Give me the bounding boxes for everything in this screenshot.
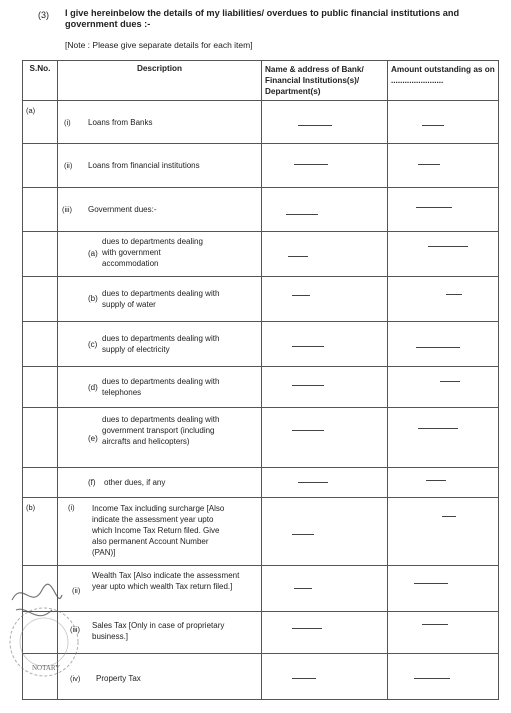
table-row <box>23 566 499 612</box>
blank-dash <box>414 583 448 584</box>
row-sno <box>23 232 57 237</box>
row-alpha: (f) <box>88 478 96 487</box>
row-alpha: (a) <box>88 249 98 258</box>
blank-dash <box>292 295 310 296</box>
stamp-label: NOTARY <box>32 664 61 672</box>
blank-dash <box>416 207 452 208</box>
table-row <box>23 322 499 367</box>
row-sno <box>23 367 57 372</box>
row-alpha: (c) <box>88 340 98 349</box>
blank-dash <box>426 480 446 481</box>
row-description: Wealth Tax [Also indicate the assessment year upto which wealth Tax return filed.] <box>92 571 240 591</box>
col-header-description: Description <box>58 61 262 101</box>
section-heading: I give hereinbelow the details of my liabilities/ overdues to public financial institutions and government dues :- <box>65 8 460 29</box>
row-description: Government dues:- <box>88 205 157 214</box>
table-row <box>23 277 499 322</box>
row-alpha: (e) <box>88 434 98 443</box>
blank-dash <box>298 482 328 483</box>
blank-dash <box>292 385 324 386</box>
row-roman: (i) <box>68 503 75 512</box>
row-roman: (ii) <box>64 161 73 170</box>
row-roman: (i) <box>64 118 71 127</box>
col-header-name-address: Name & address of Bank/ Financial Institutions(s)/ Department(s) <box>262 61 388 101</box>
signature-scribble <box>12 584 62 615</box>
section-note: [Note : Please give separate details for each item] <box>65 40 253 50</box>
row-description: dues to departments dealing with supply of water <box>102 289 220 309</box>
row-roman: (ii) <box>72 586 81 595</box>
blank-dash <box>298 125 332 126</box>
row-sno: (a) <box>26 106 36 115</box>
row-description: Sales Tax [Only in case of proprietary business.] <box>92 621 225 641</box>
blank-dash <box>292 628 322 629</box>
row-sno <box>23 322 57 327</box>
row-roman: (iii) <box>70 625 80 634</box>
section-number: (3) <box>38 10 49 20</box>
blank-dash <box>446 294 462 295</box>
table-row <box>23 232 499 277</box>
blank-dash <box>294 164 328 165</box>
row-alpha: (b) <box>88 294 98 303</box>
col-header-amount: Amount outstanding as on ....................... <box>388 61 499 101</box>
table-row <box>23 144 499 188</box>
blank-dash <box>286 214 318 215</box>
row-description: Loans from financial institutions <box>88 161 200 170</box>
row-sno <box>23 408 57 413</box>
blank-dash <box>294 588 312 589</box>
row-description: dues to departments dealing with supply of electricity <box>102 334 220 354</box>
row-description: dues to departments dealing with telephones <box>102 377 220 397</box>
table-row <box>23 498 499 566</box>
blank-dash <box>418 164 440 165</box>
row-description: dues to departments dealing with government accommodation <box>102 237 203 268</box>
blank-dash <box>416 347 460 348</box>
row-description: Income Tax including surcharge [Also indicate the assessment year upto which Income Tax Return filed. Give also permanent Account Number (PAN)] <box>92 504 225 557</box>
blank-dash <box>292 534 314 535</box>
row-sno <box>23 144 57 149</box>
blank-dash <box>292 678 316 679</box>
blank-dash <box>418 428 458 429</box>
blank-dash <box>440 381 460 382</box>
blank-dash <box>288 256 308 257</box>
blank-dash <box>422 125 444 126</box>
row-description: Loans from Banks <box>88 118 153 127</box>
row-roman: (iv) <box>70 674 81 683</box>
table-row <box>23 101 499 144</box>
blank-dash <box>292 346 324 347</box>
liabilities-table <box>22 60 499 700</box>
row-sno <box>23 188 57 193</box>
col-header-sno: S.No. <box>23 61 58 101</box>
table-header-row <box>23 61 499 101</box>
table-row <box>23 188 499 232</box>
section-header <box>0 0 511 60</box>
row-description: dues to departments dealing with government transport (including aircrafts and helicopters) <box>102 415 220 446</box>
row-alpha: (d) <box>88 383 98 392</box>
blank-dash <box>442 516 456 517</box>
row-sno <box>23 468 57 473</box>
blank-dash <box>414 678 450 679</box>
table-row <box>23 654 499 700</box>
row-roman: (iii) <box>62 205 72 214</box>
blank-dash <box>292 430 324 431</box>
row-description: Property Tax <box>96 674 141 683</box>
row-description: other dues, if any <box>104 478 166 487</box>
notary-stamp <box>2 570 82 710</box>
table-row <box>23 408 499 468</box>
row-sno <box>23 277 57 282</box>
row-sno: (b) <box>26 503 36 512</box>
blank-dash <box>428 246 468 247</box>
table-row <box>23 468 499 498</box>
table-row <box>23 367 499 408</box>
blank-dash <box>422 624 448 625</box>
table-row <box>23 612 499 654</box>
